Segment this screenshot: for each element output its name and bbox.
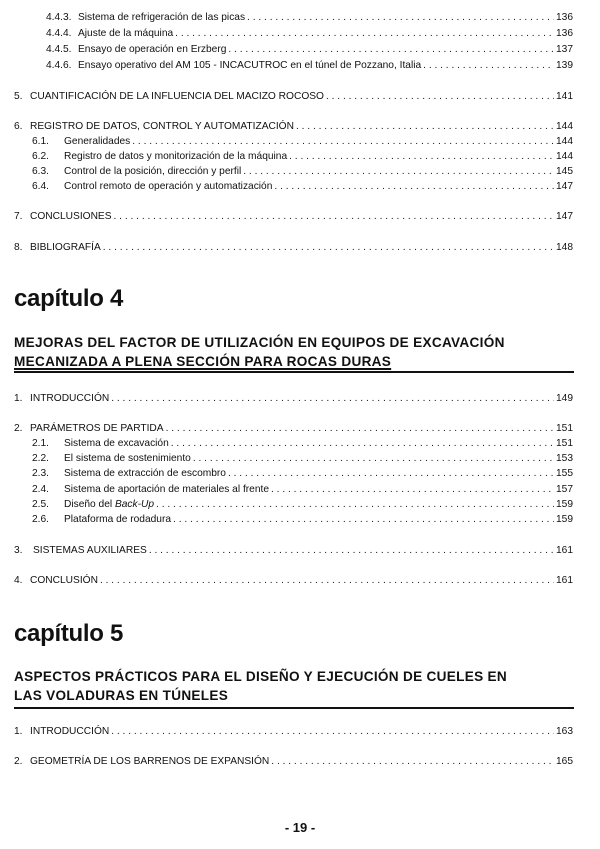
- entry-title: Ajuste de la máquina: [78, 28, 174, 39]
- chapter-4-rule: [14, 371, 574, 373]
- entry-number: 3.: [14, 545, 23, 556]
- entry-title: [64, 499, 154, 511]
- entry-number: 4.4.6.: [46, 60, 72, 71]
- dot-leader: [114, 211, 554, 223]
- dot-leader: [271, 756, 554, 768]
- entry-page: 151: [556, 423, 573, 434]
- toc-ch4-section-4[interactable]: [14, 575, 573, 587]
- entry-title: INTRODUCCIÓN: [30, 726, 110, 737]
- dot-leader: [175, 28, 554, 40]
- dot-leader: [156, 499, 554, 511]
- dot-leader: [111, 726, 554, 738]
- entry-number: 2.6.: [32, 514, 49, 525]
- toc-entry-6-1[interactable]: [32, 136, 573, 148]
- toc-section-7[interactable]: [14, 211, 573, 223]
- entry-page: 165: [556, 756, 573, 767]
- dot-leader: [271, 484, 554, 496]
- entry-title: Control remoto de operación y automatización: [64, 181, 273, 192]
- entry-page: 159: [556, 499, 573, 510]
- entry-number: 2.2.: [32, 453, 49, 464]
- entry-number: 6.3.: [32, 166, 49, 177]
- entry-number: 6.4.: [32, 181, 49, 192]
- entry-number: 6.: [14, 121, 23, 132]
- entry-number: 1.: [14, 393, 23, 404]
- entry-page: 136: [556, 12, 573, 23]
- dot-leader: [326, 91, 554, 103]
- entry-page: 145: [556, 166, 573, 177]
- chapter-5-title-line-1: ASPECTOS PRÁCTICOS PARA EL DISEÑO Y EJECUCIÓN DE CUELES EN: [14, 669, 508, 684]
- dot-leader: [111, 393, 554, 405]
- entry-page: 161: [556, 545, 573, 556]
- chapter-4-title: [14, 333, 574, 371]
- entry-page: 144: [556, 151, 573, 162]
- dot-leader: [243, 166, 554, 178]
- toc-entry-6-3[interactable]: [32, 166, 573, 178]
- toc-entry-4-4-4[interactable]: [46, 28, 573, 40]
- entry-title: Sistema de aportación de materiales al frente: [64, 484, 269, 495]
- entry-title: El sistema de sostenimiento: [64, 453, 191, 464]
- page-number-footer: - 19 -: [284, 820, 316, 835]
- entry-number: 4.4.5.: [46, 44, 72, 55]
- entry-page: 144: [556, 136, 573, 147]
- dot-leader: [247, 12, 554, 24]
- dot-leader: [274, 181, 554, 193]
- entry-title: SISTEMAS AUXILIARES: [33, 545, 147, 556]
- entry-page: 136: [556, 28, 573, 39]
- chapter-5-heading: capítulo 5: [14, 620, 124, 647]
- toc-ch4-section-1[interactable]: [14, 393, 573, 405]
- chapter-4-title-line-2: MECANIZADA A PLENA SECCIÓN PARA ROCAS DURAS: [14, 354, 392, 369]
- entry-title: Ensayo operativo del AM 105 - INCACUTROC en el túnel de Pozzano, Italia: [78, 60, 422, 71]
- entry-title: CONCLUSIONES: [30, 211, 112, 222]
- entry-number: 5.: [14, 91, 23, 102]
- entry-number: 4.: [14, 575, 23, 586]
- entry-page: 139: [556, 60, 573, 71]
- toc-entry-6-4[interactable]: [32, 181, 573, 193]
- entry-number: 2.5.: [32, 499, 49, 510]
- entry-page: 148: [556, 242, 573, 253]
- toc-entry-4-4-3[interactable]: [46, 12, 573, 24]
- entry-page: 144: [556, 121, 573, 132]
- dot-leader: [171, 438, 554, 450]
- entry-number: 2.: [14, 423, 23, 434]
- entry-page: 137: [556, 44, 573, 55]
- entry-page: 163: [556, 726, 573, 737]
- entry-number: 2.: [14, 756, 23, 767]
- toc-ch4-section-2[interactable]: [14, 423, 573, 435]
- entry-title: Ensayo de operación en Erzberg: [78, 44, 227, 55]
- toc-ch4-section-3[interactable]: [14, 545, 573, 557]
- chapter-5-title-line-2: LAS VOLADURAS EN TÚNELES: [14, 688, 229, 703]
- entry-title: CUANTIFICACIÓN DE LA INFLUENCIA DEL MACIZO ROCOSO: [30, 91, 324, 102]
- toc-ch4-entry-2-3[interactable]: [32, 468, 573, 480]
- toc-entry-6-2[interactable]: [32, 151, 573, 163]
- entry-number: 8.: [14, 242, 23, 253]
- entry-page: 147: [556, 211, 573, 222]
- dot-leader: [103, 242, 554, 254]
- toc-ch5-section-1[interactable]: [14, 726, 573, 738]
- entry-page: 151: [556, 438, 573, 449]
- entry-title: Sistema de refrigeración de las picas: [78, 12, 246, 23]
- dot-leader: [100, 575, 554, 587]
- dot-leader: [289, 151, 554, 163]
- entry-number: 2.1.: [32, 438, 49, 449]
- toc-section-8[interactable]: [14, 242, 573, 254]
- toc-ch4-entry-2-6[interactable]: [32, 514, 573, 526]
- entry-title: CONCLUSIÓN: [30, 575, 98, 586]
- toc-ch4-entry-2-2[interactable]: [32, 453, 573, 465]
- entry-title: REGISTRO DE DATOS, CONTROL Y AUTOMATIZACIÓN: [30, 121, 294, 132]
- entry-page: 141: [556, 91, 573, 102]
- entry-number: 2.4.: [32, 484, 49, 495]
- entry-title: Generalidades: [64, 136, 131, 147]
- entry-number: 1.: [14, 726, 23, 737]
- entry-page: 161: [556, 575, 573, 586]
- entry-page: 157: [556, 484, 573, 495]
- dot-leader: [166, 423, 554, 435]
- chapter-5-rule: [14, 707, 574, 709]
- entry-title-prefix: Diseño del: [64, 499, 115, 510]
- entry-number: 7.: [14, 211, 23, 222]
- dot-leader: [149, 545, 554, 557]
- entry-title: Plataforma de rodadura: [64, 514, 172, 525]
- entry-title: Sistema de excavación: [64, 438, 169, 449]
- entry-title: Sistema de extracción de escombro: [64, 468, 226, 479]
- entry-title: PARÁMETROS DE PARTIDA: [30, 423, 164, 434]
- entry-number: 6.2.: [32, 151, 49, 162]
- entry-page: 153: [556, 453, 573, 464]
- toc-ch4-entry-2-1[interactable]: [32, 438, 573, 450]
- entry-title: Control de la posición, dirección y perfil: [64, 166, 242, 177]
- entry-title: BIBLIOGRAFÍA: [30, 242, 101, 253]
- toc-ch4-entry-2-5[interactable]: [32, 499, 573, 511]
- toc-ch4-entry-2-4[interactable]: [32, 484, 573, 496]
- entry-title: INTRODUCCIÓN: [30, 393, 110, 404]
- dot-leader: [423, 60, 554, 72]
- entry-page: 159: [556, 514, 573, 525]
- entry-title-emphasis: Back-Up: [114, 499, 155, 510]
- entry-page: 149: [556, 393, 573, 404]
- entry-title: Registro de datos y monitorización de la máquina: [64, 151, 288, 162]
- entry-number: 2.3.: [32, 468, 49, 479]
- toc-entry-4-4-6[interactable]: [46, 60, 573, 72]
- chapter-4-heading: capítulo 4: [14, 285, 124, 312]
- dot-leader: [132, 136, 554, 148]
- toc-ch5-section-2[interactable]: [14, 756, 573, 768]
- dot-leader: [228, 468, 554, 480]
- dot-leader: [173, 514, 554, 526]
- entry-number: 6.1.: [32, 136, 49, 147]
- entry-page: 147: [556, 181, 573, 192]
- entry-number: 4.4.3.: [46, 12, 72, 23]
- entry-page: 155: [556, 468, 573, 479]
- entry-number: 4.4.4.: [46, 28, 72, 39]
- toc-section-6[interactable]: [14, 121, 573, 133]
- dot-leader: [228, 44, 554, 56]
- dot-leader: [296, 121, 554, 133]
- toc-entry-4-4-5[interactable]: [46, 44, 573, 56]
- chapter-5-title: [14, 667, 574, 705]
- entry-title: GEOMETRÍA DE LOS BARRENOS DE EXPANSIÓN: [30, 756, 270, 767]
- dot-leader: [193, 453, 554, 465]
- chapter-4-title-line-1: MEJORAS DEL FACTOR DE UTILIZACIÓN EN EQUIPOS DE EXCAVACIÓN: [14, 335, 505, 350]
- toc-section-5[interactable]: [14, 91, 573, 103]
